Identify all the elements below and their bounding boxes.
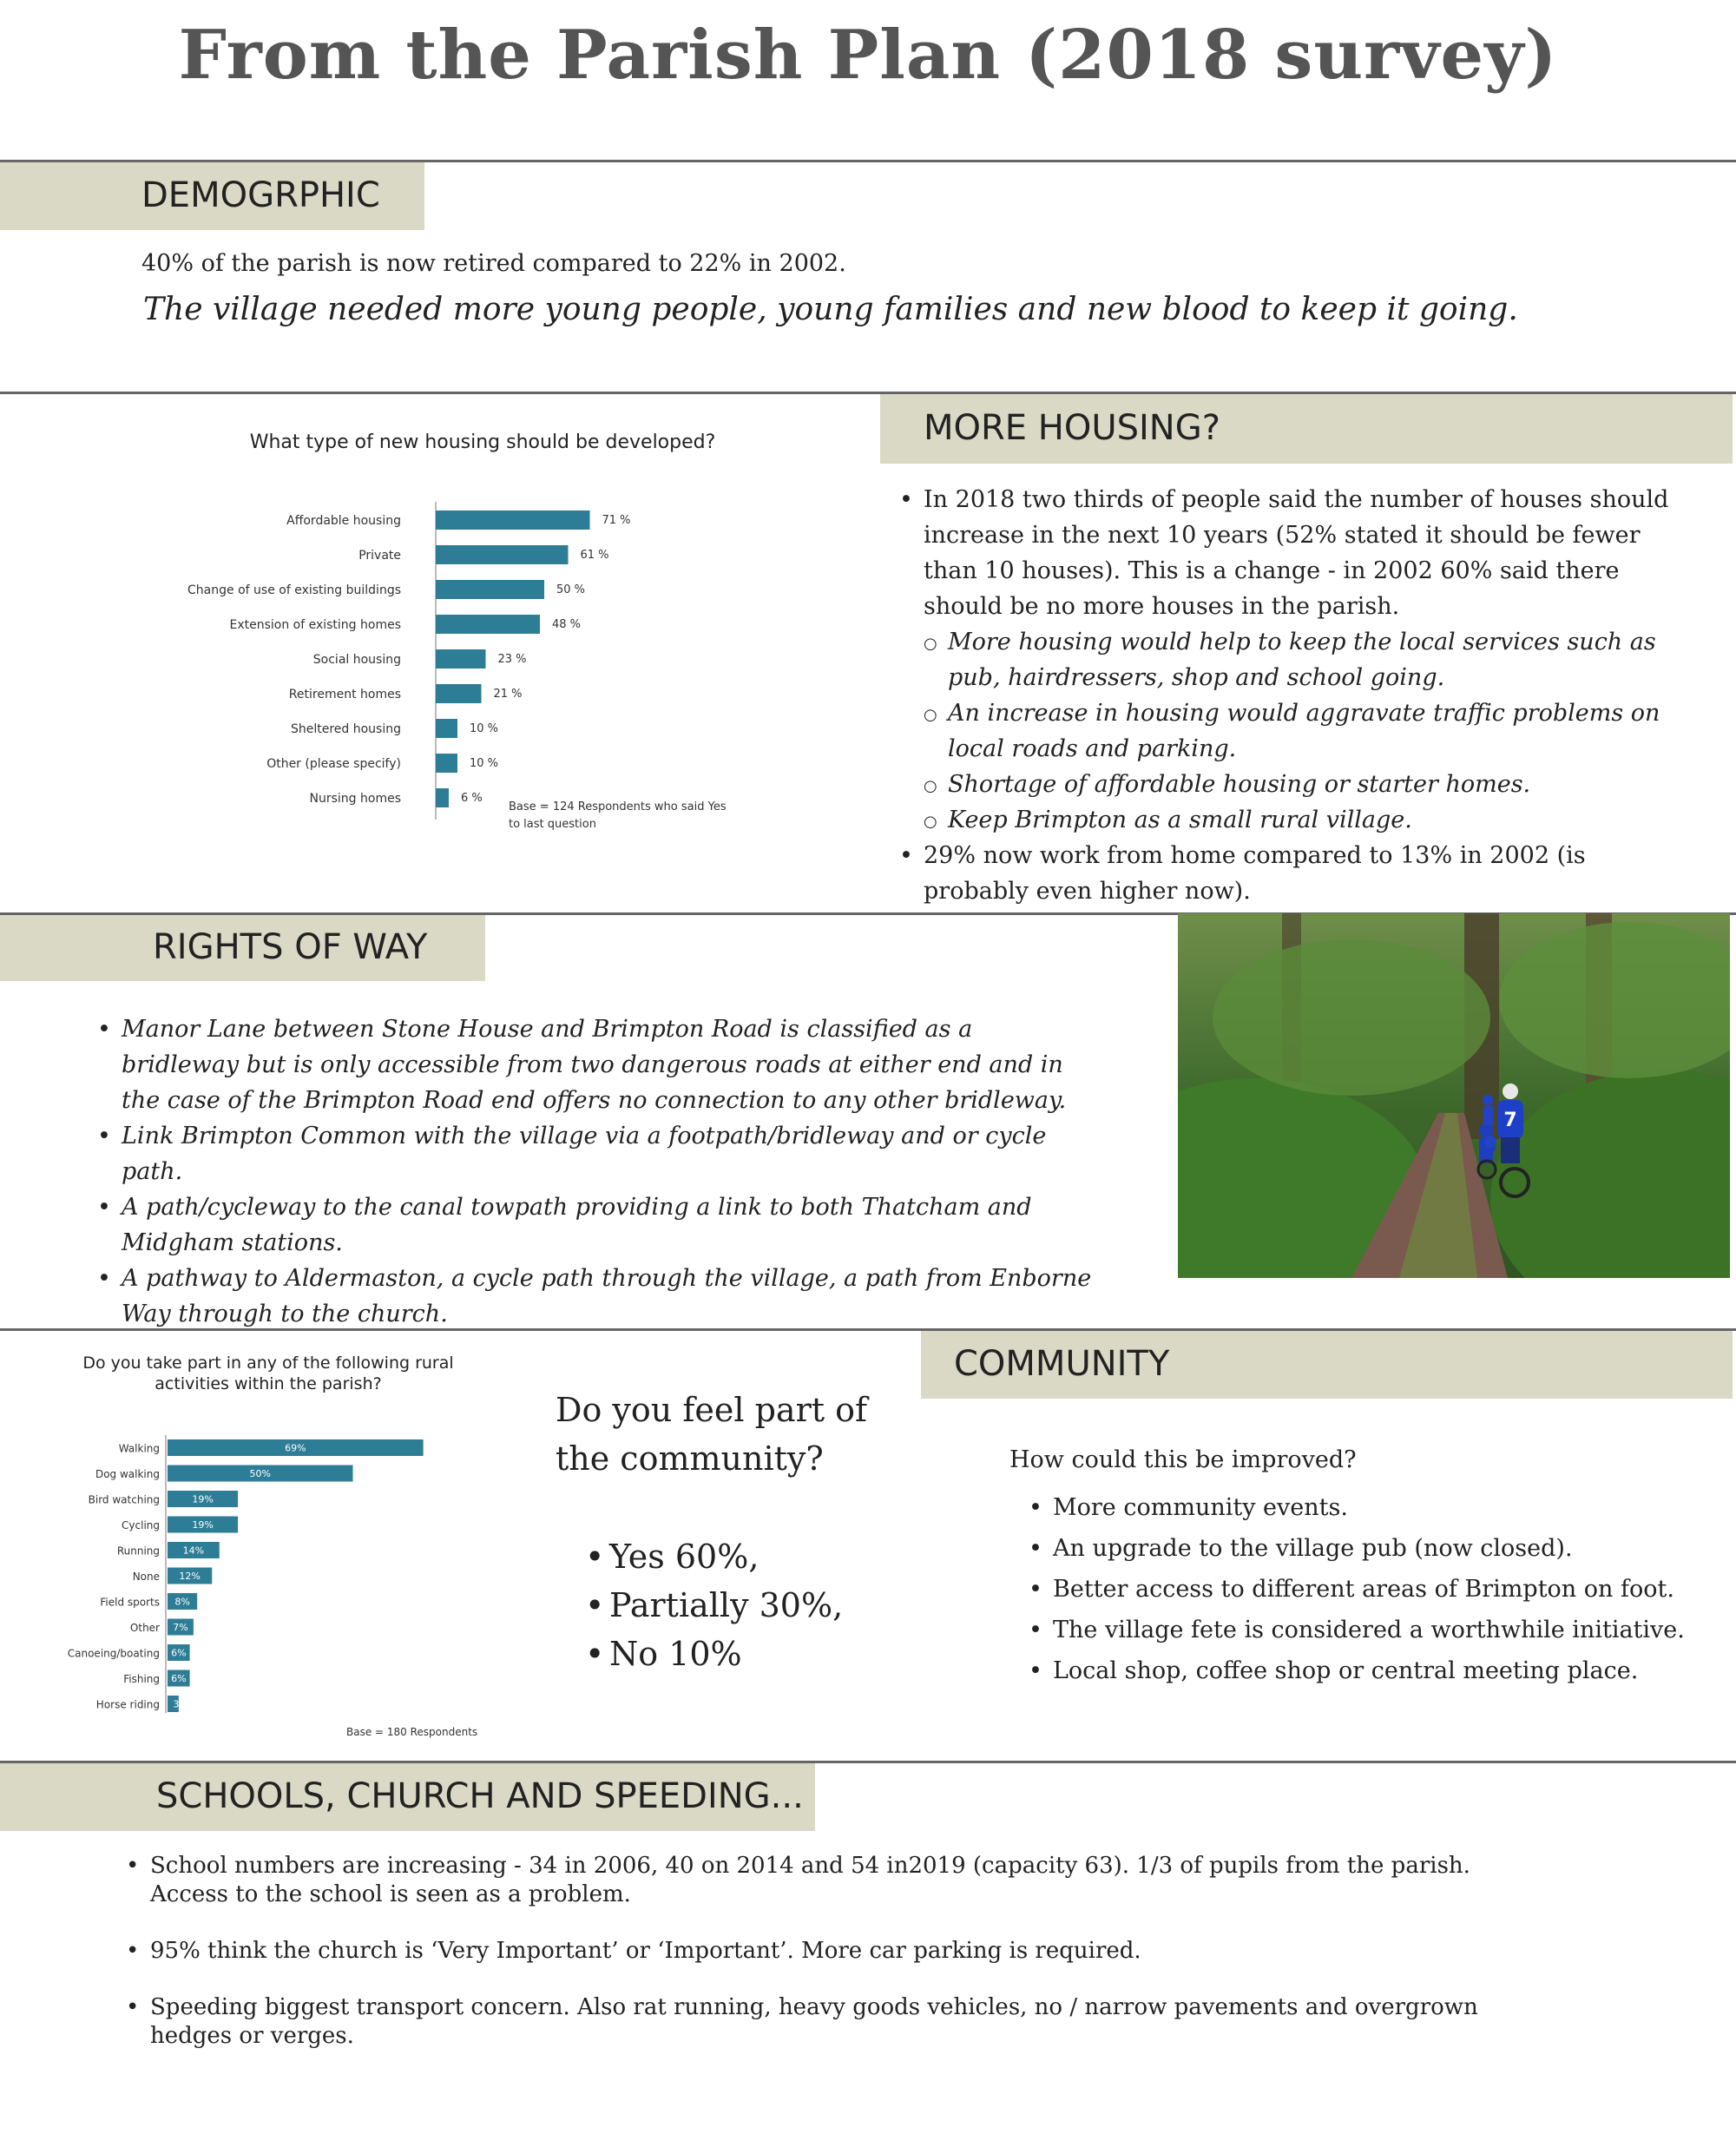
value-label: 69% (285, 1442, 306, 1454)
list-item: • Partially 30%, (585, 1581, 843, 1630)
activities-chart-note: Base = 180 Respondents (346, 1726, 478, 1738)
value-label: 6% (171, 1673, 187, 1684)
category-label: Social housing (312, 653, 401, 667)
category-label: Canoeing/boating (67, 1647, 160, 1660)
bar (436, 615, 540, 634)
category-label: Nursing homes (309, 792, 401, 806)
housing-chart-note: Base = 124 Respondents who said Yes (509, 800, 727, 813)
category-label: Change of use of existing buildings (187, 583, 401, 597)
category-label: Field sports (100, 1596, 160, 1609)
list-item: • School numbers are increasing - 34 in 2006, 40 on 2014 and 54 in2019 (capacity 63). 1/3 of pupils from the parish. Access to the school is seen as a problem. (126, 1852, 1515, 1909)
list-item: • The village fete is considered a worthwhile initiative. (1029, 1610, 1685, 1650)
value-label: 23 % (497, 653, 527, 666)
value-label: 6 % (461, 792, 483, 805)
list-item: • Link Brimpton Common with the village via a footpath/bridleway and or cycle path. (97, 1118, 1095, 1189)
list-item: • Yes 60%, (585, 1532, 843, 1581)
community-heading-band (921, 1331, 1733, 1399)
list-item: • A path/cycleway to the canal towpath providing a link to both Thatcham and Midgham stations. (97, 1189, 1095, 1261)
list-item: ○ Shortage of affordable housing or starter homes. (924, 767, 1680, 802)
community-heading: COMMUNITY (954, 1344, 1170, 1384)
rights-of-way-heading-band (0, 915, 485, 981)
list-item: ○ More housing would help to keep the local services such as pub, hairdressers, shop and school going. (924, 624, 1680, 695)
list-item: ○ An increase in housing would aggravate traffic problems on local roads and parking. (924, 695, 1680, 767)
housing-chart-note: to last question (509, 818, 596, 831)
category-label: Private (358, 549, 401, 563)
list-item: • More community events. (1029, 1487, 1685, 1528)
housing-chart-title: What type of new housing should be developed? (249, 431, 716, 453)
value-label: 21 % (493, 688, 523, 701)
value-label: 7% (173, 1622, 188, 1633)
value-label: 71 % (602, 514, 631, 527)
schools-heading: SCHOOLS, CHURCH AND SPEEDING... (156, 1776, 804, 1816)
category-label: Walking (118, 1442, 160, 1455)
value-label: 61 % (580, 549, 609, 562)
activities-chart-title: activities within the parish? (155, 1374, 382, 1393)
category-label: Other (please specify) (266, 757, 401, 771)
page-title: From the Parish Plan (2018 survey) (178, 16, 1558, 95)
list-item: • 95% think the church is ‘Very Important’ or ‘Important’. More car parking is required. (126, 1937, 1515, 1966)
rights-of-way-list (97, 1011, 1095, 1332)
bar (436, 545, 569, 564)
list-item: • Manor Lane between Stone House and Brimpton Road is classified as a bridleway but is only accessible from two dangerous roads at either end and in the case of the Brimpton Road end offers no connection to any other bridleway. (97, 1011, 1095, 1118)
rights-of-way-heading: RIGHTS OF WAY (153, 927, 428, 967)
category-label: Fishing (123, 1673, 160, 1685)
category-label: Affordable housing (286, 514, 401, 528)
activities-chart (0, 1331, 538, 1756)
demographic-quote: The village needed more young people, young families and new blood to keep it going. (143, 292, 1518, 327)
value-label: 10 % (470, 722, 499, 735)
value-label: 50% (249, 1468, 271, 1479)
bar (436, 684, 482, 703)
list-item: • A pathway to Aldermaston, a cycle path through the village, a path from Enborne Way through to the church. (97, 1261, 1095, 1332)
category-label: None (132, 1571, 160, 1583)
bar (436, 580, 544, 599)
category-label: Extension of existing homes (229, 618, 401, 632)
list-item (899, 482, 1680, 838)
value-label: 19% (192, 1493, 214, 1505)
list-item: • An upgrade to the village pub (now closed). (1029, 1528, 1685, 1569)
value-label: 19% (192, 1519, 214, 1531)
demographic-heading: DEMOGRPHIC (141, 175, 380, 215)
more-housing-text (899, 482, 1680, 909)
demographic-stat: 40% of the parish is now retired compared to 22% in 2002. (141, 250, 846, 277)
list-item: • 29% now work from home compared to 13% in 2002 (is probably even higher now). (899, 838, 1680, 909)
more-housing-heading-band (880, 394, 1733, 464)
value-label: 14% (182, 1545, 205, 1557)
category-label: Bird watching (88, 1493, 160, 1506)
category-label: Other (129, 1622, 160, 1634)
community-list (1029, 1487, 1685, 1691)
category-label: Cycling (122, 1519, 160, 1531)
cyclist-jersey-number: 7 (1503, 1110, 1517, 1131)
feel-part-answers (585, 1532, 843, 1678)
bar (436, 788, 449, 807)
list-item: • No 10% (585, 1630, 843, 1678)
bar (436, 719, 457, 738)
category-label: Horse riding (95, 1698, 160, 1711)
list-item: • Better access to different areas of Brimpton on foot. (1029, 1569, 1685, 1610)
community-intro: How could this be improved? (1009, 1446, 1357, 1473)
feel-part-question: Do you feel part of the community? (556, 1391, 868, 1478)
category-label: Retirement homes (288, 688, 401, 701)
activities-chart-title: Do you take part in any of the following rural (82, 1354, 454, 1373)
list-item: ○ Keep Brimpton as a small rural village. (924, 802, 1680, 838)
more-housing-heading: MORE HOUSING? (924, 408, 1220, 448)
category-label: Running (116, 1545, 160, 1558)
list-item-text: In 2018 two thirds of people said the number of houses should increase in the next 10 years (52% stated it should be fewer than 10 houses). This is a change - in 2002 60% said there should be no more houses in the parish. (924, 486, 1669, 620)
bar (436, 754, 457, 773)
category-label: Dog walking (95, 1468, 160, 1480)
cycling-path-photo (1178, 913, 1730, 1278)
bar (436, 649, 486, 669)
list-item: • Local shop, coffee shop or central meeting place. (1029, 1650, 1685, 1691)
schools-list (126, 1852, 1515, 2078)
housing-chart (0, 394, 877, 846)
value-label: 50 % (556, 583, 586, 596)
schools-heading-band (0, 1763, 815, 1831)
value-label: 8% (174, 1596, 190, 1608)
category-label: Sheltered housing (290, 722, 401, 736)
list-item: • Speeding biggest transport concern. Also rat running, heavy goods vehicles, no / narrow pavements and overgrown hedges or verges. (126, 1993, 1515, 2051)
value-label: 3% (173, 1698, 188, 1710)
value-label: 48 % (552, 618, 582, 631)
demographic-heading-band (0, 162, 424, 230)
value-label: 6% (171, 1647, 187, 1659)
bar (436, 510, 590, 530)
value-label: 12% (179, 1571, 201, 1582)
value-label: 10 % (470, 757, 499, 770)
